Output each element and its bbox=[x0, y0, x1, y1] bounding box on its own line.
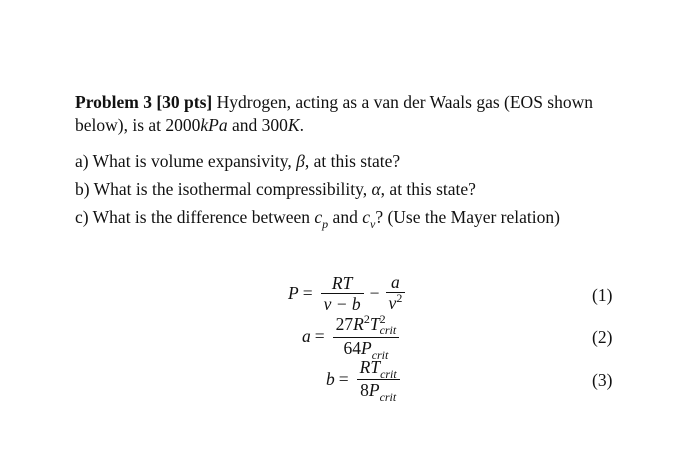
eq1-frac1-denominator: v − b bbox=[323, 294, 361, 314]
eq3-equals: = bbox=[338, 369, 349, 389]
problem-points: [30 pts] bbox=[156, 92, 213, 112]
eq3-den-coef: 8 bbox=[360, 380, 369, 400]
question-a bbox=[75, 150, 400, 172]
question-a-suffix: , at this state? bbox=[304, 151, 401, 171]
eq3-den-P: P bbox=[368, 380, 380, 400]
eq2-numerator bbox=[333, 311, 400, 337]
eq1-fraction-1 bbox=[321, 273, 364, 314]
equation-1 bbox=[288, 272, 409, 315]
eq3-den-sub: crit bbox=[379, 390, 397, 404]
cp-subscript: p bbox=[322, 217, 329, 231]
eq2-num-R: R bbox=[353, 314, 364, 334]
eq3-fraction bbox=[357, 357, 400, 402]
question-b-prefix: b) What is the isothermal compressibility, bbox=[75, 179, 372, 199]
eq1-frac2-denominator bbox=[386, 293, 406, 315]
problem-intro-text: Hydrogen, acting as a van der Waals gas (EOS shown below), is at 2000 bbox=[75, 92, 593, 135]
eq3-num-sub: crit bbox=[380, 367, 397, 381]
question-b bbox=[75, 178, 476, 200]
eq3-denominator bbox=[357, 380, 399, 402]
eq2-den-coef: 64 bbox=[343, 337, 361, 358]
equation-1-number: (1) bbox=[592, 285, 613, 305]
eq1-frac2-numerator: a bbox=[391, 272, 400, 292]
pressure-unit: kPa bbox=[200, 115, 228, 135]
eq2-num-T: T bbox=[369, 314, 380, 334]
eq1-equals: = bbox=[302, 283, 313, 303]
question-c-prefix: c) What is the difference between bbox=[75, 207, 315, 227]
problem-intro-text-2: and 300 bbox=[227, 115, 288, 135]
question-a-prefix: a) What is volume expansivity, bbox=[75, 151, 297, 171]
eq2-equals: = bbox=[314, 326, 325, 347]
problem-label: Problem 3 bbox=[75, 92, 152, 112]
eq1-fraction-2 bbox=[386, 272, 406, 315]
problem-statement bbox=[75, 91, 635, 137]
eq3-lhs: b bbox=[326, 369, 335, 389]
problem-intro-end: . bbox=[299, 115, 304, 135]
eq1-frac1-numerator: RT bbox=[331, 273, 353, 293]
question-c bbox=[75, 206, 560, 230]
question-b-symbol: α bbox=[371, 179, 381, 199]
equation-3-number: (3) bbox=[592, 370, 613, 390]
equation-3 bbox=[326, 357, 404, 402]
cp-symbol: c bbox=[314, 207, 323, 227]
eq2-den-P-sub: crit bbox=[371, 347, 389, 362]
eq1-v-exponent: 2 bbox=[396, 291, 403, 305]
eq1-minus: − bbox=[369, 283, 380, 303]
eq1-v: v bbox=[388, 293, 397, 313]
eq3-num-RT: RT bbox=[359, 357, 381, 377]
eq2-num-R-exp: 2 bbox=[363, 312, 370, 326]
eq3-numerator bbox=[357, 357, 400, 379]
eq2-lhs: a bbox=[302, 326, 311, 347]
question-a-symbol: β bbox=[296, 151, 305, 171]
cv-symbol: c bbox=[362, 207, 370, 227]
eq2-num-T-scripts bbox=[379, 311, 397, 337]
eq2-num-T-sub: crit bbox=[379, 322, 397, 337]
equation-2 bbox=[302, 311, 403, 362]
question-c-suffix: ? (Use the Mayer relation) bbox=[375, 207, 560, 227]
question-c-and: and bbox=[328, 207, 363, 227]
question-b-suffix: , at this state? bbox=[380, 179, 476, 199]
equation-2-number: (2) bbox=[592, 327, 613, 347]
eq2-den-P: P bbox=[360, 337, 372, 358]
temperature-unit: K bbox=[287, 115, 300, 135]
cv-subscript: v bbox=[369, 217, 376, 231]
eq1-lhs: P bbox=[288, 283, 299, 303]
eq2-fraction bbox=[333, 311, 400, 362]
eq2-num-T-exp: 2 bbox=[379, 311, 386, 326]
eq2-num-coef: 27 bbox=[335, 314, 354, 334]
